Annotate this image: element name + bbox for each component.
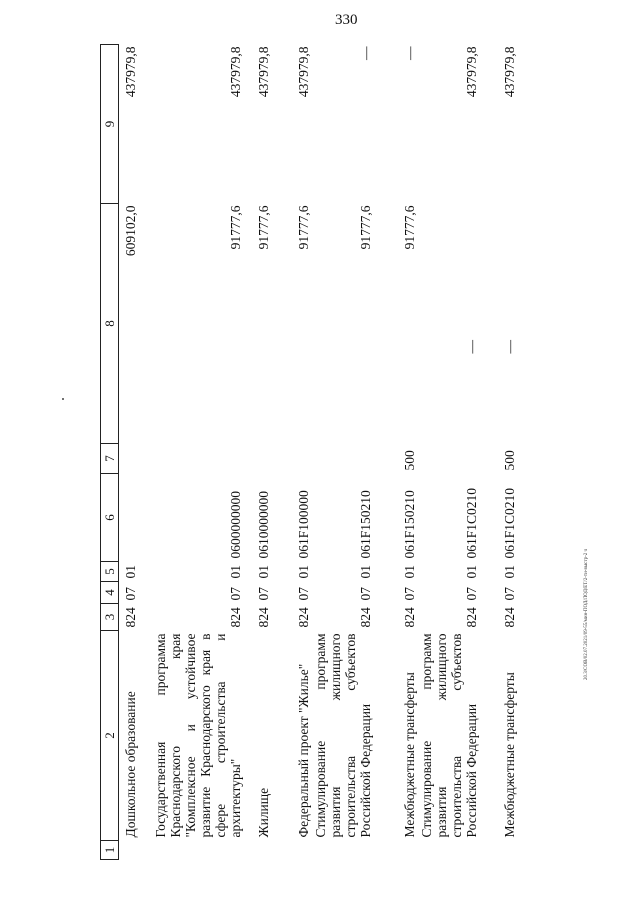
cell-c9: 437979,8 (296, 46, 311, 98)
cell-c7 (271, 444, 311, 474)
cell-c8: — (502, 340, 517, 354)
cell-c8: 91777,6 (358, 205, 373, 250)
cell-c8: 609102,0 (123, 205, 138, 257)
cell-c5: 01 (256, 565, 271, 579)
header-cell: 8 (101, 204, 119, 444)
header-cell: 2 (101, 631, 119, 841)
cell-c6: 061F1C0210 (502, 487, 517, 559)
cell-c9: — (402, 46, 417, 60)
cell-name: Межбюджетные трансферты (502, 672, 517, 838)
header-cell: 3 (101, 604, 119, 631)
page-number: 330 (335, 12, 358, 28)
cell-col1 (311, 841, 373, 860)
cell-c9: 437979,8 (123, 46, 138, 98)
cell-col1 (271, 841, 311, 860)
table-row (243, 45, 271, 860)
cell-name: Государственная программа Краснодарского края "Комплексное и устойчивое развитие Краснодарского края в сфере строительства и архитектуры" (153, 633, 243, 838)
cell-c7: 500 (402, 450, 417, 471)
cell-c7 (417, 444, 479, 474)
cell-c4: 07 (296, 587, 311, 601)
header-cell: 7 (101, 444, 119, 474)
cell-c6: 061F150210 (402, 490, 417, 559)
cell-c6: 0610000000 (256, 491, 271, 559)
cell-c9: 437979,8 (228, 46, 243, 98)
cell-c5: 01 (358, 565, 373, 579)
cell-c4: 07 (123, 587, 138, 601)
cell-name: Межбюджетные трансферты (402, 672, 417, 838)
table-row (479, 45, 517, 860)
cell-c3: 824 (464, 607, 479, 628)
cell-c9: 437979,8 (256, 46, 271, 98)
table-row (311, 45, 373, 860)
cell-c4: 07 (464, 587, 479, 601)
cell-c9: 437979,8 (464, 46, 479, 98)
cell-c7 (311, 444, 373, 474)
cell-c6: 061F100000 (296, 490, 311, 559)
cell-col1 (479, 841, 517, 860)
cell-c3: 824 (358, 607, 373, 628)
cell-name: Дошкольное образование (123, 691, 138, 838)
cell-c5: 01 (502, 565, 517, 579)
cell-c8: 91777,6 (402, 205, 417, 250)
table-row (153, 45, 243, 860)
cell-c3: 824 (296, 607, 311, 628)
cell-c8: — (464, 340, 479, 354)
cell-c8: 91777,6 (256, 205, 271, 250)
header-cell: 5 (101, 562, 119, 582)
header-row (101, 45, 119, 860)
cell-name: Жилище (256, 787, 271, 838)
cell-c8: 91777,6 (228, 205, 243, 250)
cell-c5: 01 (402, 565, 417, 579)
table-row (119, 45, 154, 860)
cell-c6: 0600000000 (228, 491, 243, 559)
cell-col1 (153, 841, 243, 860)
cell-c6: 061F1C0210 (464, 487, 479, 559)
cell-name: Стимулирование программ развития жилищного строительства субъектов Российской Федерации (313, 633, 373, 838)
cell-c6 (119, 474, 154, 562)
cell-c5: 01 (123, 565, 138, 579)
header-cell: 6 (101, 474, 119, 562)
header-cell: 4 (101, 582, 119, 604)
cell-c8: 91777,6 (296, 205, 311, 250)
cell-c3: 824 (256, 607, 271, 628)
cell-c3: 824 (123, 607, 138, 628)
cell-c9: — (358, 46, 373, 60)
margin-note: 20.3/СОВ/02.07.2021/09-55/мин-ПОД/ЛОД/ЕТ/2-ти-выстр-2 ч (584, 548, 589, 680)
cell-c6: 061F150210 (358, 490, 373, 559)
table-row (271, 45, 311, 860)
cell-c3: 824 (228, 607, 243, 628)
cell-c7 (119, 444, 154, 474)
cell-c4: 07 (402, 587, 417, 601)
table-row (417, 45, 479, 860)
cell-c4: 07 (502, 587, 517, 601)
budget-table (100, 44, 517, 860)
budget-table-rotated (100, 45, 546, 860)
cell-c4: 07 (358, 587, 373, 601)
cell-c9: 437979,8 (502, 46, 517, 98)
cell-c5: 01 (464, 565, 479, 579)
header-cell: 1 (101, 841, 119, 860)
cell-c7 (243, 444, 271, 474)
scan-speck (62, 398, 64, 400)
header-cell: 9 (101, 45, 119, 204)
cell-col1 (373, 841, 417, 860)
cell-name: Стимулирование программ развития жилищного строительства субъектов Российской Федерации (419, 633, 479, 838)
cell-col1 (243, 841, 271, 860)
cell-name: Федеральный проект "Жилье" (296, 663, 311, 838)
cell-c5: 01 (296, 565, 311, 579)
cell-c3: 824 (402, 607, 417, 628)
cell-c4: 07 (256, 587, 271, 601)
cell-col1 (417, 841, 479, 860)
table-row (373, 45, 417, 860)
cell-c4: 07 (228, 587, 243, 601)
cell-c7 (153, 444, 243, 474)
cell-c3: 824 (502, 607, 517, 628)
cell-c5: 01 (228, 565, 243, 579)
cell-c7: 500 (502, 450, 517, 471)
cell-col1 (119, 841, 154, 860)
